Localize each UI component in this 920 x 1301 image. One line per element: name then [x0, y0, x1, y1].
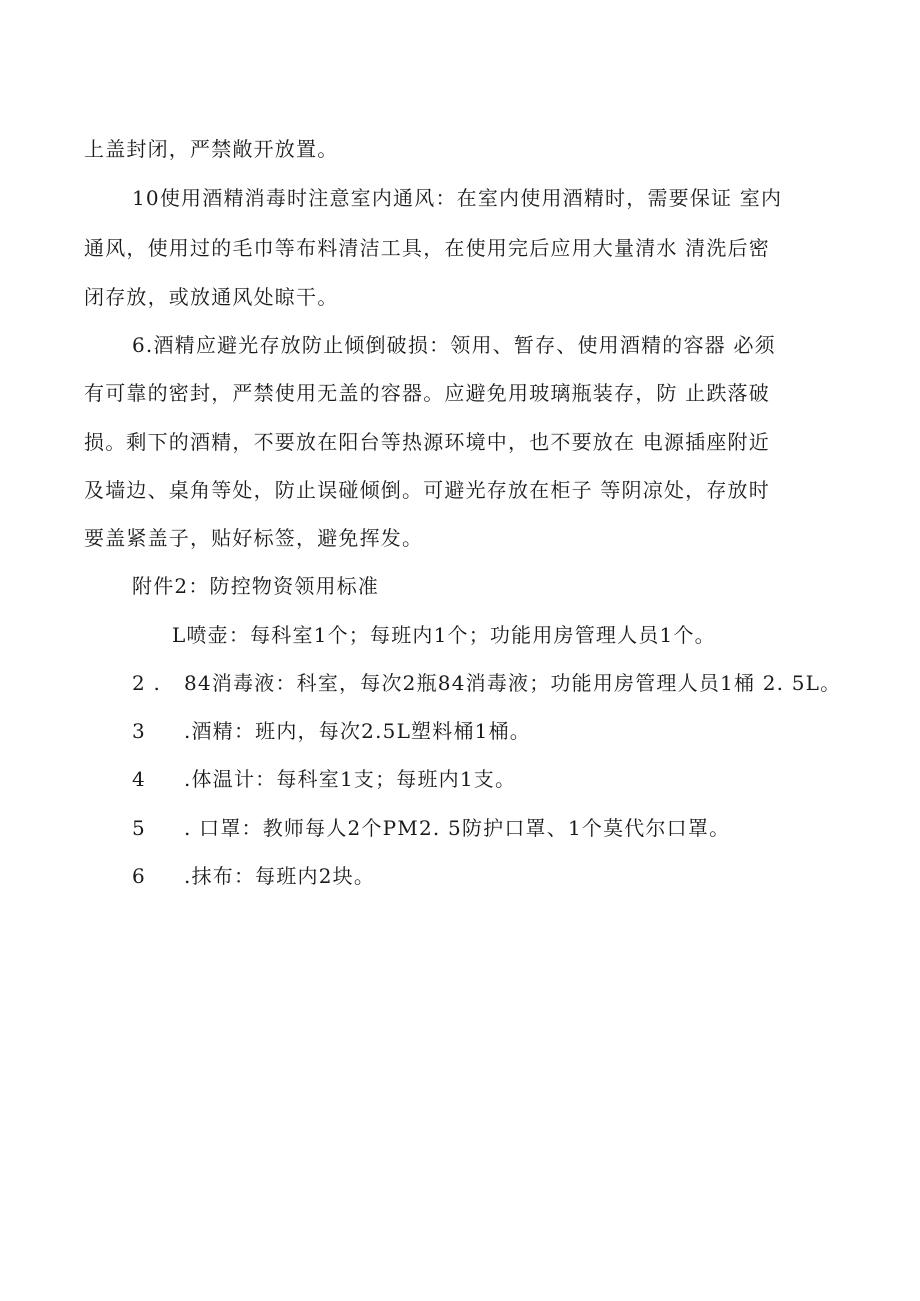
list-item	[132, 813, 844, 843]
list-item	[172, 620, 844, 650]
paragraph-line: 6.酒精应避光存放防止倾倒破损：领用、暂存、使用酒精的容器 必须	[132, 333, 776, 357]
list-item-text: .酒精：班内，每次2.5L塑料桶1桶。	[184, 719, 531, 743]
paragraph-line: 上盖封闭，严禁敞开放置。	[84, 137, 339, 161]
list-item-number: 5	[132, 816, 146, 840]
list-item	[132, 764, 844, 794]
list-item	[132, 861, 844, 891]
list-item-number: 4	[132, 767, 146, 791]
list-item-number: 3	[132, 719, 146, 743]
list-item-number: 2 .	[132, 671, 162, 695]
attachment-title: 附件2：防控物资领用标准	[132, 574, 380, 598]
list-item-text: 84消毒液：科室，每次2瓶84消毒液；功能用房管理人员1桶 2. 5L。	[184, 671, 842, 695]
paragraph-line: 有可靠的密封，严禁使用无盖的容器。应避免用玻璃瓶装存，防 止跌落破	[84, 381, 770, 405]
paragraph-line: 闭存放，或放通风处晾干。	[84, 285, 339, 309]
list-item	[132, 716, 844, 746]
paragraph-line: 及墙边、桌角等处，防止误碰倾倒。可避光存放在柜子 等阴凉处，存放时	[84, 478, 770, 502]
paragraph-line: 损。剩下的酒精，不要放在阳台等热源环境中，也不要放在 电源插座附近	[84, 430, 770, 454]
paragraph-line: 要盖紧盖子，贴好标签，避免挥发。	[84, 526, 424, 550]
list-item	[132, 668, 844, 698]
list-item-number: 6	[132, 864, 146, 888]
list-item-text: L喷壶：每科室1个；每班内1个；功能用房管理人员1个。	[172, 623, 716, 647]
paragraph-line: 10使用酒精消毒时注意室内通风：在室内使用酒精时，需要保证 室内	[132, 186, 783, 210]
list-item-text: .体温计：每科室1支；每班内1支。	[184, 767, 517, 791]
paragraph-line: 通风，使用过的毛巾等布料清洁工具，在使用完后应用大量清水 清洗后密	[84, 236, 770, 260]
list-item-text: . 口罩：教师每人2个PM2. 5防护口罩、1个莫代尔口罩。	[184, 816, 731, 840]
list-item-text: .抹布：每班内2块。	[184, 864, 376, 888]
